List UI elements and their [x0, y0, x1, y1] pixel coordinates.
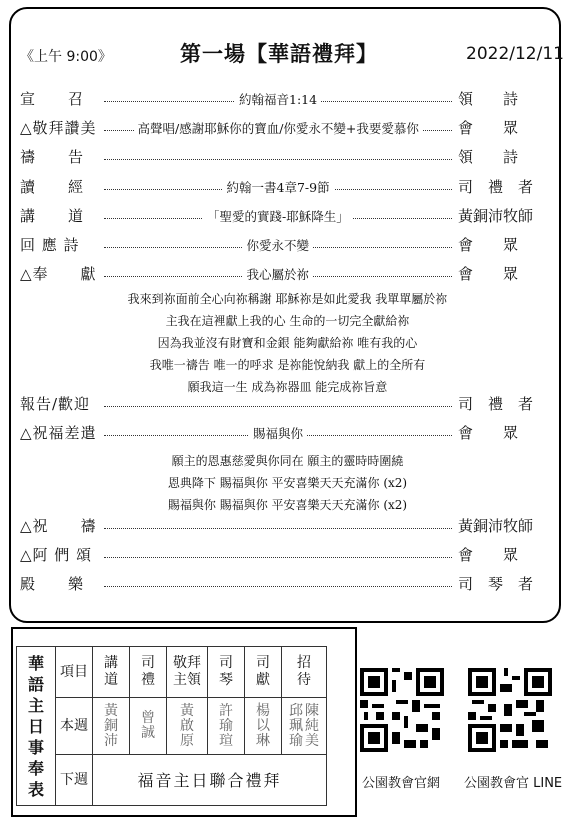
- order-item-label: 殿 樂: [20, 575, 85, 593]
- order-item-leader: 司 禮 者: [458, 395, 534, 413]
- assignee-name: 黃 銅 沛: [104, 702, 118, 749]
- order-item-leader: 領 詩: [458, 90, 519, 108]
- order-item-leader: 黃銅沛牧師: [458, 517, 534, 535]
- order-item-detail: 賜福與你: [249, 424, 307, 442]
- order-item-label: 宣 召: [20, 90, 85, 108]
- order-item-label: △阿 們 頌: [20, 546, 93, 564]
- order-item-leader: 會 眾: [458, 119, 519, 138]
- this-week-usher: [282, 698, 327, 755]
- order-item-leader: 會 眾: [458, 265, 519, 284]
- order-item: [20, 88, 555, 112]
- col-header-text: 主領: [173, 672, 201, 688]
- order-item-leader: 司 禮 者: [458, 177, 534, 196]
- order-item: [20, 393, 555, 417]
- schedule-title: [17, 647, 56, 806]
- order-item-label: △敬拜讚美: [20, 119, 97, 138]
- col-liturgist: [130, 647, 167, 698]
- lyric-line: 主我在這裡獻上我的心 生命的一切完全獻給祢: [165, 314, 410, 328]
- row-item-label: [56, 647, 93, 698]
- qr-website-caption: 公園教會官網: [362, 776, 441, 791]
- col-header-text: 司 琴: [219, 655, 233, 688]
- order-item-label: △祝福差遣: [20, 424, 97, 442]
- order-item: [20, 146, 555, 170]
- order-item: [20, 515, 555, 539]
- col-sermon: [93, 647, 130, 698]
- order-item: [20, 117, 555, 141]
- order-item-label: 報告/歡迎: [20, 395, 91, 413]
- order-item-detail: 「聖愛的實踐-耶穌降生」: [203, 207, 353, 225]
- col-worship-leader: [167, 647, 208, 698]
- order-item: [20, 205, 555, 229]
- order-item-label: 讀 經: [20, 177, 85, 196]
- order-item-label: 回 應 詩: [20, 236, 80, 254]
- row-next-week-label: [56, 755, 93, 806]
- assignee-name: 許 瑜 瑄: [219, 702, 233, 749]
- assignee-name: 曾 誠: [141, 710, 155, 741]
- col-header-text: 司 禮: [141, 655, 155, 688]
- order-item: [20, 422, 555, 446]
- row-this-text: 本週: [60, 717, 88, 734]
- next-week-service: 福音主日聯合禮拜: [93, 755, 327, 806]
- hymn-lyrics-blessing: [20, 450, 555, 516]
- lyric-line: 我來到祢面前全心向祢稱謝 耶穌祢是如此愛我 我單單屬於祢: [127, 292, 448, 306]
- order-item-label: 禱 告: [20, 148, 85, 167]
- dotted-leader: [104, 528, 452, 529]
- lyric-line: 我唯一禱告 唯一的呼求 是祢能悅納我 獻上的全所有: [149, 358, 426, 372]
- order-item-leader: 領 詩: [458, 148, 519, 167]
- hymn-lyrics-offering: [20, 288, 555, 398]
- col-offering: [245, 647, 282, 698]
- assignee-name: 楊 以 琳: [256, 702, 270, 749]
- order-item: [20, 544, 555, 568]
- order-item-leader: 會 眾: [458, 424, 519, 442]
- schedule-title-text: 華 語 主 日 事 奉 表: [27, 653, 44, 799]
- order-item: [20, 263, 555, 287]
- order-item-leader: 黃銅沛牧師: [458, 206, 534, 225]
- this-week-pianist: [208, 698, 245, 755]
- row-next-text: 下週: [60, 771, 88, 788]
- order-item: [20, 176, 555, 200]
- order-item-label: △祝 禱: [20, 517, 97, 535]
- this-week-offering: [245, 698, 282, 755]
- col-header-text: 司 獻: [256, 655, 270, 688]
- this-week-sermon: [93, 698, 130, 755]
- order-item-detail: 我心屬於祢: [243, 265, 314, 283]
- order-item-detail: 你愛永不變: [243, 236, 314, 254]
- service-date: 2022/12/11: [466, 44, 564, 64]
- lyric-line: 因為我並沒有財寶和金銀 能夠獻給祢 唯有我的心: [157, 336, 418, 350]
- service-time: 《上午 9:00》: [20, 49, 112, 65]
- lyric-line: 賜福與你 賜福與你 平安喜樂天天充滿你 (x2): [167, 498, 408, 512]
- assignee-name: 邱 珮 瑜 陳 純 美: [289, 702, 319, 749]
- lyric-line: 願我這一生 成為祢器皿 能完成祢旨意: [187, 380, 388, 394]
- col-header-text: 敬拜: [173, 655, 201, 671]
- dotted-leader: [104, 159, 452, 160]
- dotted-leader: [104, 586, 452, 587]
- col-usher: [282, 647, 327, 698]
- order-item-leader: 司 琴 者: [458, 575, 534, 593]
- order-item-leader: 會 眾: [458, 236, 519, 254]
- col-header-text: 講 道: [104, 655, 118, 688]
- order-item-detail: 約翰一書4章7-9節: [223, 178, 334, 196]
- row-item-text: 項目: [60, 663, 88, 680]
- dotted-leader: [104, 406, 452, 407]
- qr-website-icon[interactable]: [360, 668, 444, 752]
- qr-line-caption: 公園教會官 LINE: [464, 776, 563, 791]
- qr-line-icon[interactable]: [468, 668, 552, 752]
- lyric-line: 願主的恩惠慈愛與你同在 願主的靈時時圍繞: [171, 454, 404, 468]
- col-header-text: 招 待: [297, 655, 311, 688]
- order-item: [20, 234, 555, 258]
- order-item-label: 講 道: [20, 206, 85, 225]
- this-week-liturgist: [130, 698, 167, 755]
- order-item: [20, 573, 555, 597]
- dotted-leader: [104, 557, 452, 558]
- page-title: 第一場【華語禮拜】: [180, 42, 378, 66]
- col-pianist: [208, 647, 245, 698]
- lyric-line: 恩典降下 賜福與你 平安喜樂天天充滿你 (x2): [167, 476, 408, 490]
- schedule-table: [16, 646, 327, 806]
- order-item-label: △奉 獻: [20, 265, 97, 284]
- this-week-worship-leader: [167, 698, 208, 755]
- order-item-detail: 高聲唱/感謝耶穌你的寶血/你愛永不變+我要愛慕你: [134, 119, 423, 137]
- order-item-detail: 約翰福音1:14: [235, 90, 321, 108]
- order-item-leader: 會 眾: [458, 546, 519, 564]
- assignee-name: 黃 啟 原: [180, 702, 194, 749]
- row-this-week-label: [56, 698, 93, 755]
